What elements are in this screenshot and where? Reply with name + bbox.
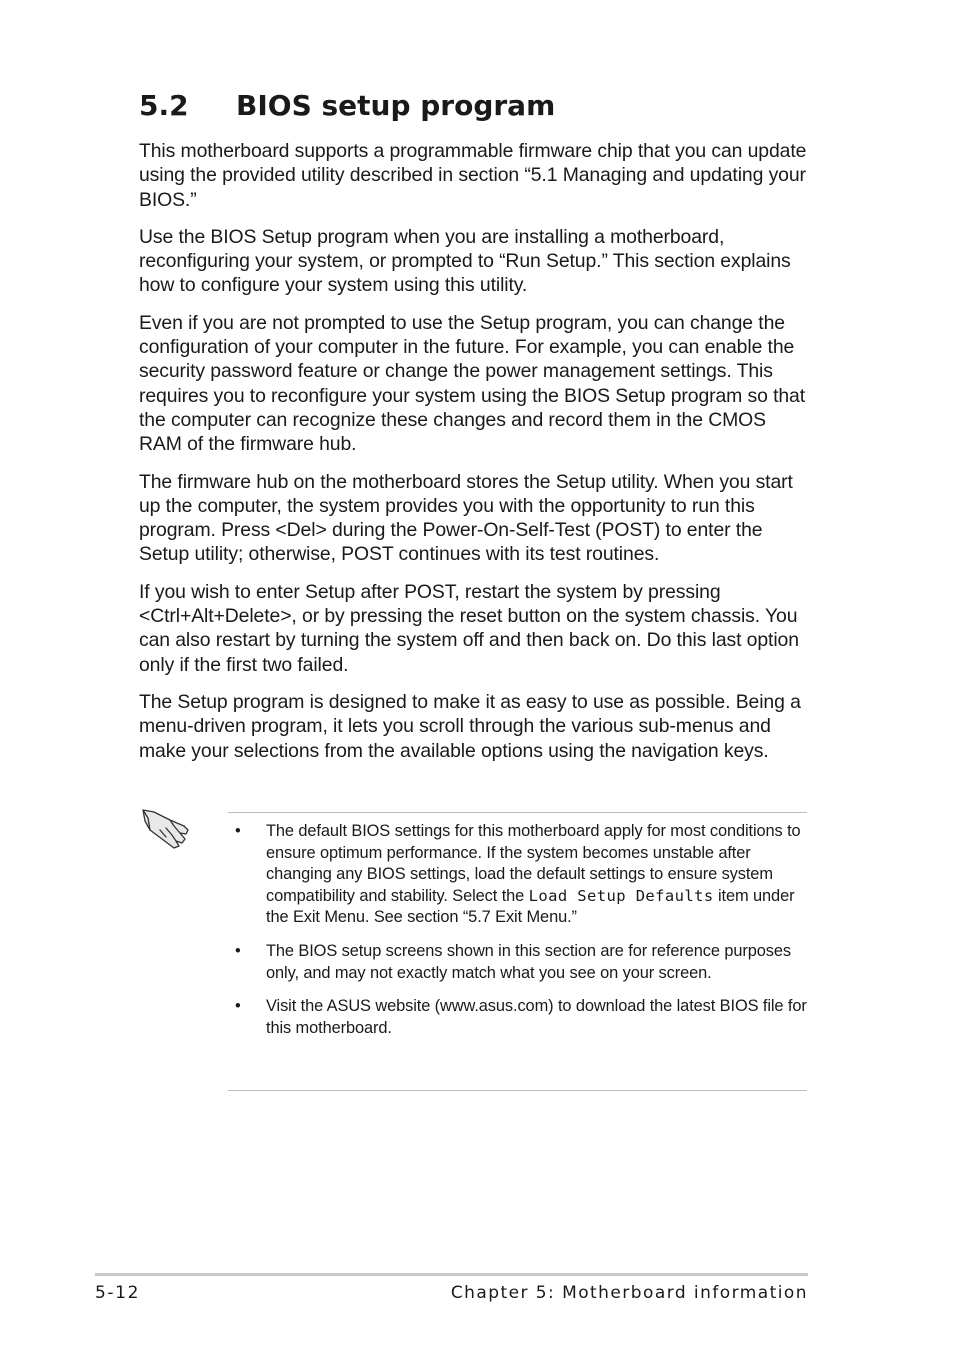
note-item [228, 996, 807, 1039]
note-text: The BIOS setup screens shown in this section are for reference purposes only, and may not exactly match what you see on your screen. [266, 941, 791, 982]
note-text: Visit the ASUS website (www.asus.com) to download the latest BIOS file for this motherboard. [266, 997, 807, 1037]
paragraph: The Setup program is designed to make it as easy to use as possible. Being a menu-driven program, it lets you scroll through the various sub-menus and make your selections from the available options using the navigation keys. [139, 690, 801, 762]
section-title: BIOS setup program [236, 89, 556, 122]
page-number: 5-12 [95, 1283, 140, 1303]
section-heading [139, 86, 555, 126]
paragraph: Use the BIOS Setup program when you are installing a motherboard, reconfiguring your system, or prompted to “Run Setup.” This section explains how to configure your system using this utility. [139, 225, 791, 297]
paragraph: If you wish to enter Setup after POST, restart the system by pressing <Ctrl+Alt+Delete>, or by pressing the reset button on the system chassis. You can also restart by turning the system off and then back on. Do this last option only if the first two failed. [139, 580, 799, 676]
note-item [228, 821, 807, 929]
menu-item-name: Load Setup Defaults [528, 886, 714, 905]
chapter-title: Chapter 5: Motherboard information [450, 1283, 808, 1303]
note-box [228, 812, 807, 1091]
paragraph: Even if you are not prompted to use the Setup program, you can change the configuration of your computer in the future. For example, you can enable the security password feature or change the power management settings. This requires you to reconfigure your system using the BIOS Setup program so that the computer can recognize these changes and record them in the CMOS RAM of the firmware hub. [139, 311, 806, 456]
bullet: • [235, 822, 241, 840]
bullet: • [235, 941, 241, 960]
note-list [228, 813, 807, 1039]
hand-pointing-icon [140, 806, 192, 850]
bullet: • [235, 997, 241, 1016]
footer-rule [95, 1273, 808, 1276]
section-number: 5.2 [139, 89, 189, 122]
paragraph: The firmware hub on the motherboard stores the Setup utility. When you start up the computer, the system provides you with the opportunity to run this program. Press <Del> during the Power-On-Self-Test (POST) to enter the Setup utility; otherwise, POST continues with its test routines. [139, 470, 793, 566]
paragraph: This motherboard supports a programmable firmware chip that you can update using the provided utility described in section “5.1 Managing and updating your BIOS.” [139, 140, 807, 211]
note-item [228, 941, 807, 984]
note-text: item under the Exit Menu. See section “5.7 Exit Menu.” [266, 886, 795, 927]
body-text [139, 139, 811, 776]
note-text: The default BIOS settings for this motherboard apply for most conditions to ensure optimum performance. If the system becomes unstable after changing any BIOS settings, load the default settings to ensure system compatibility and stability. Select the [266, 822, 801, 905]
